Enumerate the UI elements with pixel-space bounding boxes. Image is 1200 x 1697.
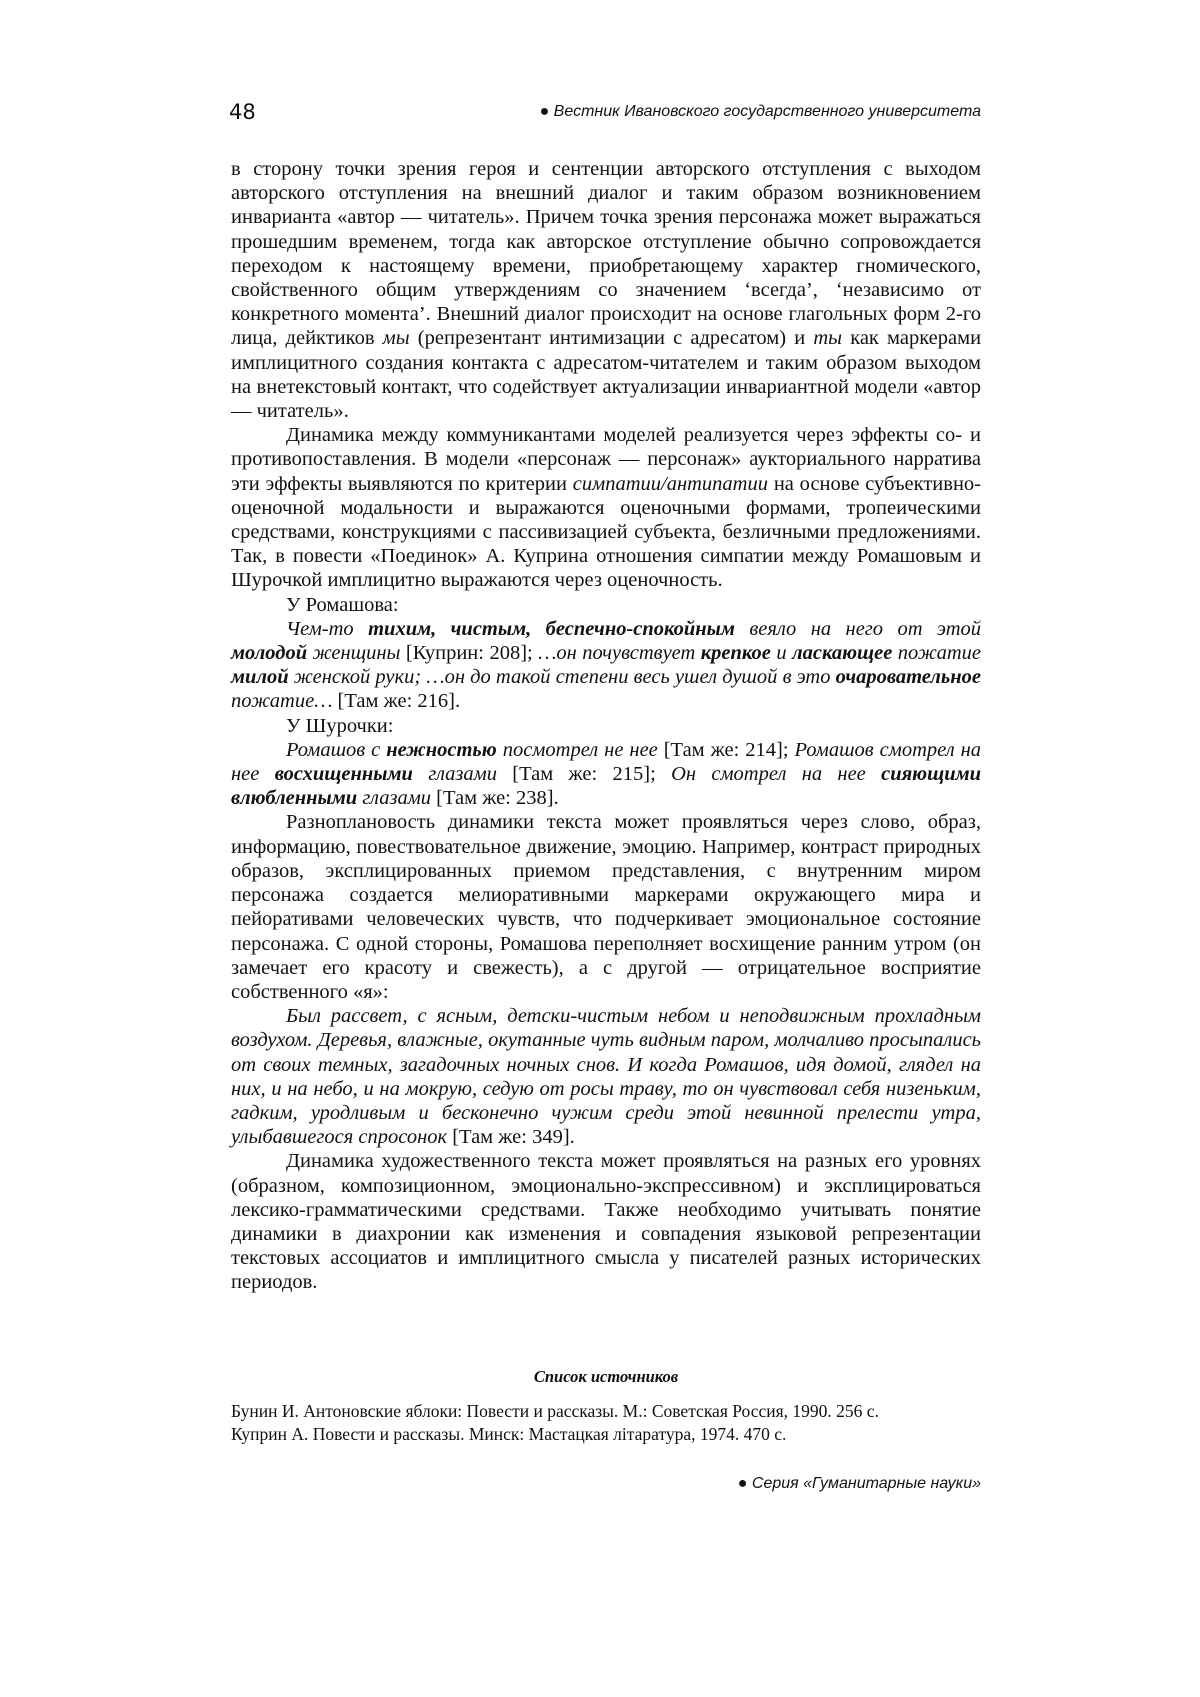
- references-list: [231, 1400, 991, 1446]
- paragraph: [231, 157, 981, 423]
- reference-item: Бунин И. Антоновские яблоки: Повести и рассказы. М.: Советская Россия, 1990. 256 с.: [231, 1401, 879, 1421]
- paragraph: У Шурочки:: [286, 714, 394, 737]
- italic-run: глазами: [362, 787, 432, 810]
- bold-italic-run: крепкое: [700, 642, 771, 665]
- text-run: (репрезентант интимизации с адресатом) и: [417, 327, 806, 350]
- text-run: в сторону точки зрения героя и сентенции авторского отступления с выходом авторского отступления на внешний диалог и таким образом возникновением инварианта «автор — читатель». Причем точка зрения персонажа может выражаться прошедшим временем, тогда как авторское отступление обычно сопровождается переходом к настоящему времени, приобретающему характер гномического, свойственного общим утверждениям со значением ‘всегда’, ‘независимо от конкретного момента’. Внешний диалог происходит на основе глагольных форм 2-го лица, дейктиков: [231, 158, 981, 350]
- quote-block: [231, 617, 981, 714]
- bold-italic-run: ласкающее: [792, 642, 893, 665]
- quote-block: [231, 1004, 981, 1149]
- italic-run: ты: [813, 327, 843, 350]
- bold-italic-run: молодой: [231, 642, 308, 665]
- references-title: Список источников: [533, 1367, 679, 1386]
- paragraph: Динамика художественного текста может проявляться на разных его уровнях (образном, композиционном, эмоционально-экспрессивном) и эксплицироваться лексико-грамматическими средствами. Также необходимо учитывать понятие динамики в диахронии как изменения и совпадения языковой репрезентации текстовых ассоциатов и имплицитного смысла у писателей разных исторических периодов.: [231, 1150, 981, 1294]
- italic-run: женской руки; …он до такой степени весь ушел душой в это: [293, 666, 831, 689]
- citation: [Там же: 215];: [512, 763, 656, 786]
- bold-italic-run: тихим, чистым, беспечно-спокойным: [368, 617, 735, 640]
- italic-run: пожатие: [897, 642, 981, 665]
- italic-run: веяло на него от этой: [749, 617, 981, 640]
- series-footer: ● Серия «Гуманитарные науки»: [737, 1475, 981, 1492]
- page-number: 48: [229, 100, 256, 124]
- italic-run: Чем-то: [286, 617, 354, 640]
- citation: [Там же: 238].: [436, 787, 559, 810]
- italic-run: посмотрел не нее: [502, 738, 658, 761]
- italic-run: пожатие…: [231, 690, 333, 713]
- text-run: Динамика между коммуникантами моделей реализуется через эффекты со- и противопоставления. В модели «персонаж — персонаж» аукториального нарратива эти эффекты выявляются по критерии: [231, 424, 981, 495]
- paragraph: У Ромашова:: [286, 593, 399, 616]
- citation: [Куприн: 208];: [405, 642, 533, 665]
- journal-title: ● Вестник Ивановского государственного университета: [539, 103, 981, 120]
- italic-run: женщины: [312, 642, 401, 665]
- paragraph: [231, 423, 981, 592]
- citation: [Там же: 214];: [663, 738, 789, 761]
- italic-run: Он смотрел на нее: [671, 763, 866, 786]
- bold-italic-run: восхищенными: [274, 763, 413, 786]
- paragraph: Разноплановость динамики текста может проявляться через слово, образ, информацию, повествовательное движение, эмоцию. Например, контраст природных образов, эксплицированных приемом представления, с внутренним миром персонажа создается мелиоративными маркерами окружающего мира и пейоративами человеческих чувств, что подчеркивает эмоциональное состояние персонажа. С одной стороны, Ромашова переполняет восхищение ранним утром (он замечает его красоту и свежесть), а с другой — отрицательное восприятие собственного «я»:: [231, 811, 981, 1003]
- citation: [Там же: 216].: [337, 690, 461, 713]
- page-header: [229, 100, 981, 134]
- article-body: [231, 157, 981, 1295]
- bold-italic-run: очаровательное: [835, 666, 982, 689]
- italic-run: Ромашов смотрел на нее: [231, 738, 982, 786]
- citation: [Там же: 349].: [452, 1126, 575, 1149]
- quote-block: [231, 738, 981, 811]
- text-run: как маркерами имплицитного создания контакта с адресатом-читателем и таким образом выходом на внетекстовый контакт, что содействует актуализации инвариантной модели «автор — читатель».: [231, 327, 982, 423]
- italic-run: Ромашов с: [286, 738, 381, 761]
- italic-run: …он почувствует: [538, 642, 696, 665]
- italic-run: Был рассвет, с ясным, детски-чистым небом и неподвижным прохладным воздухом. Деревья, влажные, окутанные чуть видным паром, молчаливо просыпались от своих темных, загадочных ночных снов. И когда Ромашов, идя домой, глядел на них, и на небо, и на мокрую, седую от росы траву, то он чувствовал себя низеньким, гадким, уродливым и бесконечно чужим среди этой невинной прелести утра, улыбавшегося спросонок: [231, 1005, 981, 1149]
- italic-run: глазами: [428, 763, 497, 786]
- bold-italic-run: сияющими влюбленными: [231, 763, 982, 810]
- text-run: на основе субъективно-оценочной модальности и выражаются оценочными формами, тропеическими средствами, конструкциями с пассивизацией субъекта, безличными предложениями. Так, в повести «Поединок» А. Куприна отношения симпатии между Ромашовым и Шурочкой имплицитно выражаются через оценочность.: [231, 472, 981, 592]
- italic-run: и: [776, 642, 787, 665]
- reference-item: Куприн А. Повести и рассказы. Минск: Мастацкая лiтаратура, 1974. 470 с.: [231, 1424, 787, 1444]
- italic-run: симпатии/антипатии: [572, 472, 768, 495]
- italic-run: мы: [382, 327, 410, 350]
- bold-italic-run: нежностью: [386, 738, 497, 761]
- bold-italic-run: милой: [231, 666, 289, 689]
